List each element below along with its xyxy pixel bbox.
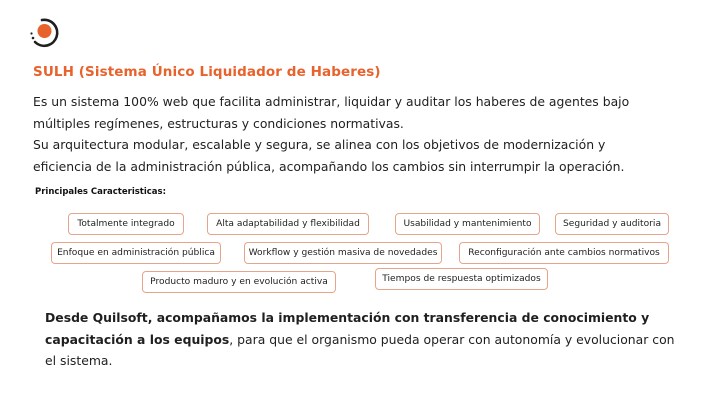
- closing-text: , para que el organismo pueda operar con autonomía y evolucionar con: [229, 331, 675, 347]
- closing-text: el sistema.: [45, 353, 113, 368]
- feature-chip: Totalmente integrado: [68, 213, 184, 235]
- feature-chip: Seguridad y auditoria: [555, 213, 669, 235]
- page-title: SULH (Sistema Único Liquidador de Haberes): [33, 64, 381, 80]
- closing-bold-text: Desde Quilsoft, acompañamos la implementación con transferencia de conocimiento y: [45, 310, 650, 325]
- description-line: Su arquitectura modular, escalable y segura, se alinea con los objetivos de modernización y: [33, 137, 606, 152]
- feature-chip: Reconfiguración ante cambios normativos: [459, 242, 669, 264]
- description: [33, 91, 693, 177]
- description-line: múltiples regímenes, estructuras y condiciones normativas.: [33, 115, 404, 131]
- features-heading: Principales Caracteristicas:: [35, 187, 166, 197]
- feature-chip: Workflow y gestión masiva de novedades: [244, 242, 442, 264]
- feature-chip: Enfoque en administración pública: [51, 242, 221, 264]
- feature-chip: Tiempos de respuesta optimizados: [375, 268, 548, 290]
- feature-chip: Usabilidad y mantenimiento: [395, 213, 540, 235]
- closing-bold-text: capacitación a los equipos: [45, 331, 230, 347]
- brand-logo-icon: [28, 14, 64, 50]
- closing-statement: [45, 307, 685, 372]
- feature-chip: Alta adaptabilidad y flexibilidad: [207, 213, 369, 235]
- description-line: eficiencia de la administración pública, acompañando los cambios sin interrumpir la operación.: [33, 158, 625, 174]
- feature-chip: Producto maduro y en evolución activa: [142, 271, 336, 293]
- description-line: Es un sistema 100% web que facilita administrar, liquidar y auditar los haberes de agentes bajo: [33, 94, 630, 109]
